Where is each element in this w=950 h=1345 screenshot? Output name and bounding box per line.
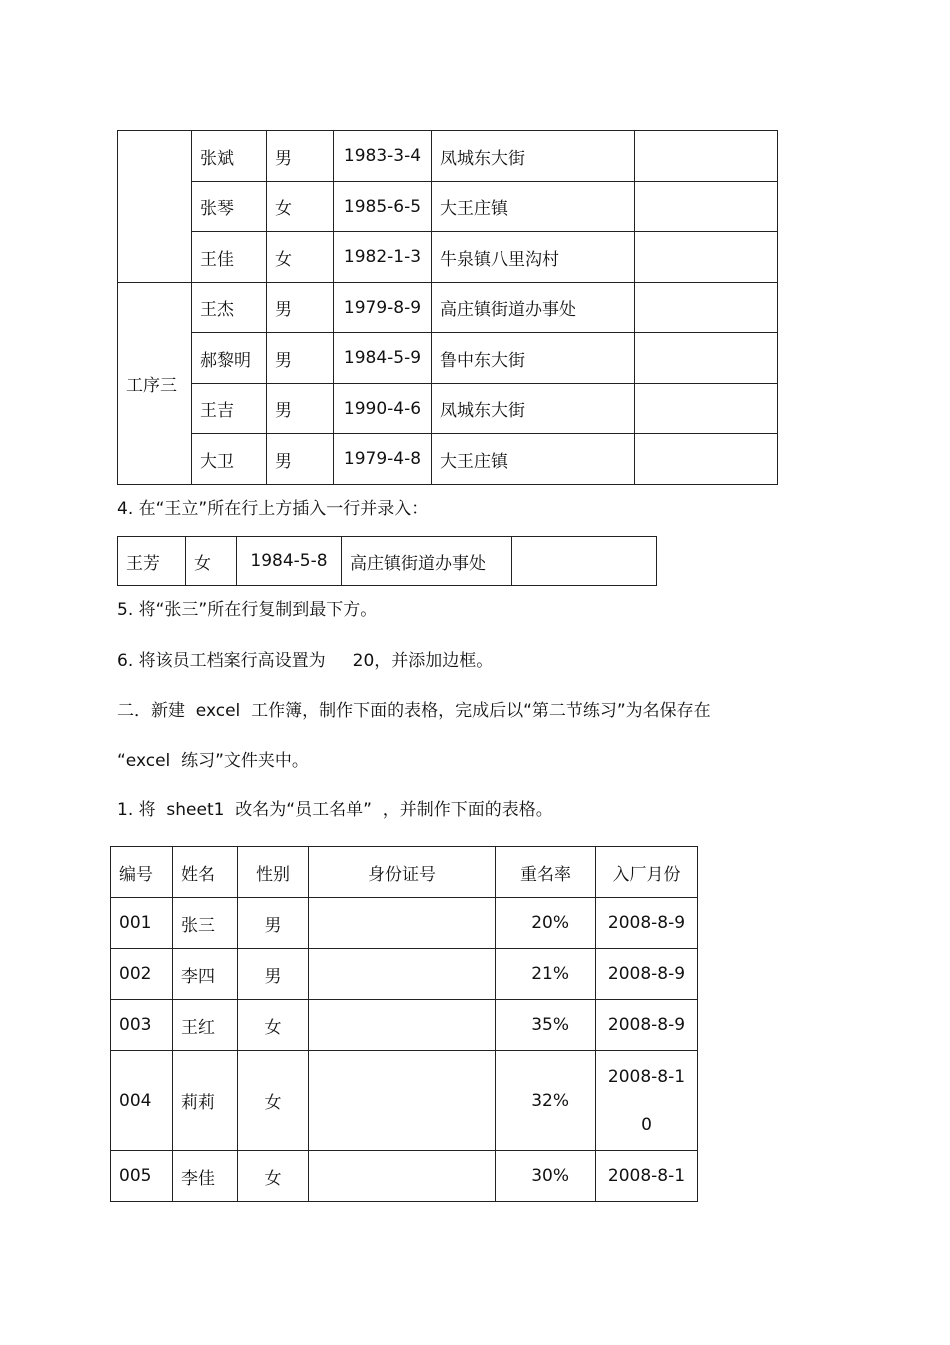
date-cell: 1984-5-9: [334, 333, 432, 384]
extra-cell: [635, 283, 778, 333]
rate-cell: 30%: [496, 1151, 596, 1202]
date-cell: 1979-4-8: [334, 434, 432, 485]
extra-cell: [635, 232, 778, 283]
address-cell: 牛泉镇八里沟村: [432, 232, 635, 283]
header-gender: 性别: [238, 847, 309, 898]
id-cell: 003: [111, 1000, 173, 1051]
date-cell: 1979-8-9: [334, 283, 432, 333]
idcard-cell: [309, 898, 496, 949]
instruction-4: 4. 在“王立”所在行上方插入一行并录入：: [117, 499, 429, 519]
table-row: [111, 1051, 698, 1151]
header-month: 入厂月份: [596, 847, 698, 898]
date-cell: 1990-4-6: [334, 384, 432, 434]
instruction-6: 6. 将该员工档案行高设置为 20，并添加边框。: [117, 651, 494, 671]
name-cell: 王吉: [192, 384, 267, 434]
month-cell-text: 2008-8-10: [607, 1066, 686, 1135]
address-cell: 鲁中东大街: [432, 333, 635, 384]
name-cell: 莉莉: [173, 1051, 238, 1151]
gender-cell: 女: [267, 232, 334, 283]
insert-row-table: [117, 536, 657, 586]
name-cell: 大卫: [192, 434, 267, 485]
gender-cell: 男: [267, 384, 334, 434]
name-cell: 张琴: [192, 182, 267, 232]
gender-cell: 男: [267, 131, 334, 182]
address-cell: 高庄镇街道办事处: [342, 537, 512, 586]
table-row: [118, 384, 778, 434]
name-cell: 王芳: [118, 537, 186, 586]
date-cell: 1983-3-4: [334, 131, 432, 182]
id-cell: 005: [111, 1151, 173, 1202]
employee-table-continued: [117, 130, 778, 485]
table-row: [118, 131, 778, 182]
address-cell: 凤城东大街: [432, 384, 635, 434]
date-cell: 1982-1-3: [334, 232, 432, 283]
table-row: [111, 898, 698, 949]
section-2-heading-cont: “excel 练习”文件夹中。: [117, 751, 309, 771]
table-row: [118, 182, 778, 232]
name-cell: 王杰: [192, 283, 267, 333]
id-cell: 001: [111, 898, 173, 949]
date-cell: 1985-6-5: [334, 182, 432, 232]
idcard-cell: [309, 949, 496, 1000]
rate-cell: 20%: [496, 898, 596, 949]
rate-cell: 35%: [496, 1000, 596, 1051]
name-cell: 郝黎明: [192, 333, 267, 384]
gender-cell: 女: [238, 1151, 309, 1202]
table-row: [118, 232, 778, 283]
address-cell: 高庄镇街道办事处: [432, 283, 635, 333]
table-row: [118, 434, 778, 485]
name-cell: 王红: [173, 1000, 238, 1051]
group-cell-empty: [118, 131, 192, 283]
date-cell: 1984-5-8: [237, 537, 342, 586]
extra-cell: [512, 537, 657, 586]
extra-cell: [635, 333, 778, 384]
month-cell-wrapped: [596, 1051, 698, 1151]
extra-cell: [635, 434, 778, 485]
id-cell: 002: [111, 949, 173, 1000]
rate-cell: 32%: [496, 1051, 596, 1151]
address-cell: 大王庄镇: [432, 434, 635, 485]
table-row: [111, 949, 698, 1000]
table-row: [118, 537, 657, 586]
gender-cell: 女: [186, 537, 237, 586]
gender-cell: 男: [267, 333, 334, 384]
gender-cell: 男: [267, 434, 334, 485]
table-row: [118, 283, 778, 333]
name-cell: 张斌: [192, 131, 267, 182]
name-cell: 李佳: [173, 1151, 238, 1202]
gender-cell: 男: [238, 898, 309, 949]
extra-cell: [635, 131, 778, 182]
gender-cell: 女: [238, 1000, 309, 1051]
gender-cell: 女: [238, 1051, 309, 1151]
table-row: [111, 1151, 698, 1202]
idcard-cell: [309, 1151, 496, 1202]
name-cell: 王佳: [192, 232, 267, 283]
gender-cell: 女: [267, 182, 334, 232]
table-row: [111, 1000, 698, 1051]
instruction-sheet1: 1. 将 sheet1 改名为“员工名单” ，并制作下面的表格。: [117, 800, 553, 820]
month-cell: 2008-8-1: [596, 1151, 698, 1202]
name-cell: 李四: [173, 949, 238, 1000]
employee-list-table: [110, 846, 698, 1202]
name-cell: 张三: [173, 898, 238, 949]
month-cell: 2008-8-9: [596, 898, 698, 949]
header-rate: 重名率: [496, 847, 596, 898]
table-row: [118, 333, 778, 384]
address-cell: 大王庄镇: [432, 182, 635, 232]
table-header-row: [111, 847, 698, 898]
address-cell: 凤城东大街: [432, 131, 635, 182]
section-2-heading: 二．新建 excel 工作簿，制作下面的表格，完成后以“第二节练习”为名保存在: [117, 701, 711, 721]
idcard-cell: [309, 1051, 496, 1151]
id-cell: 004: [111, 1051, 173, 1151]
month-cell: 2008-8-9: [596, 1000, 698, 1051]
header-name: 姓名: [173, 847, 238, 898]
header-idcard: 身份证号: [309, 847, 496, 898]
header-id: 编号: [111, 847, 173, 898]
instruction-5: 5. 将“张三”所在行复制到最下方。: [117, 600, 378, 620]
rate-cell: 21%: [496, 949, 596, 1000]
gender-cell: 男: [267, 283, 334, 333]
month-cell: 2008-8-9: [596, 949, 698, 1000]
idcard-cell: [309, 1000, 496, 1051]
group-label-cell: 工序三: [118, 283, 192, 485]
gender-cell: 男: [238, 949, 309, 1000]
extra-cell: [635, 182, 778, 232]
extra-cell: [635, 384, 778, 434]
